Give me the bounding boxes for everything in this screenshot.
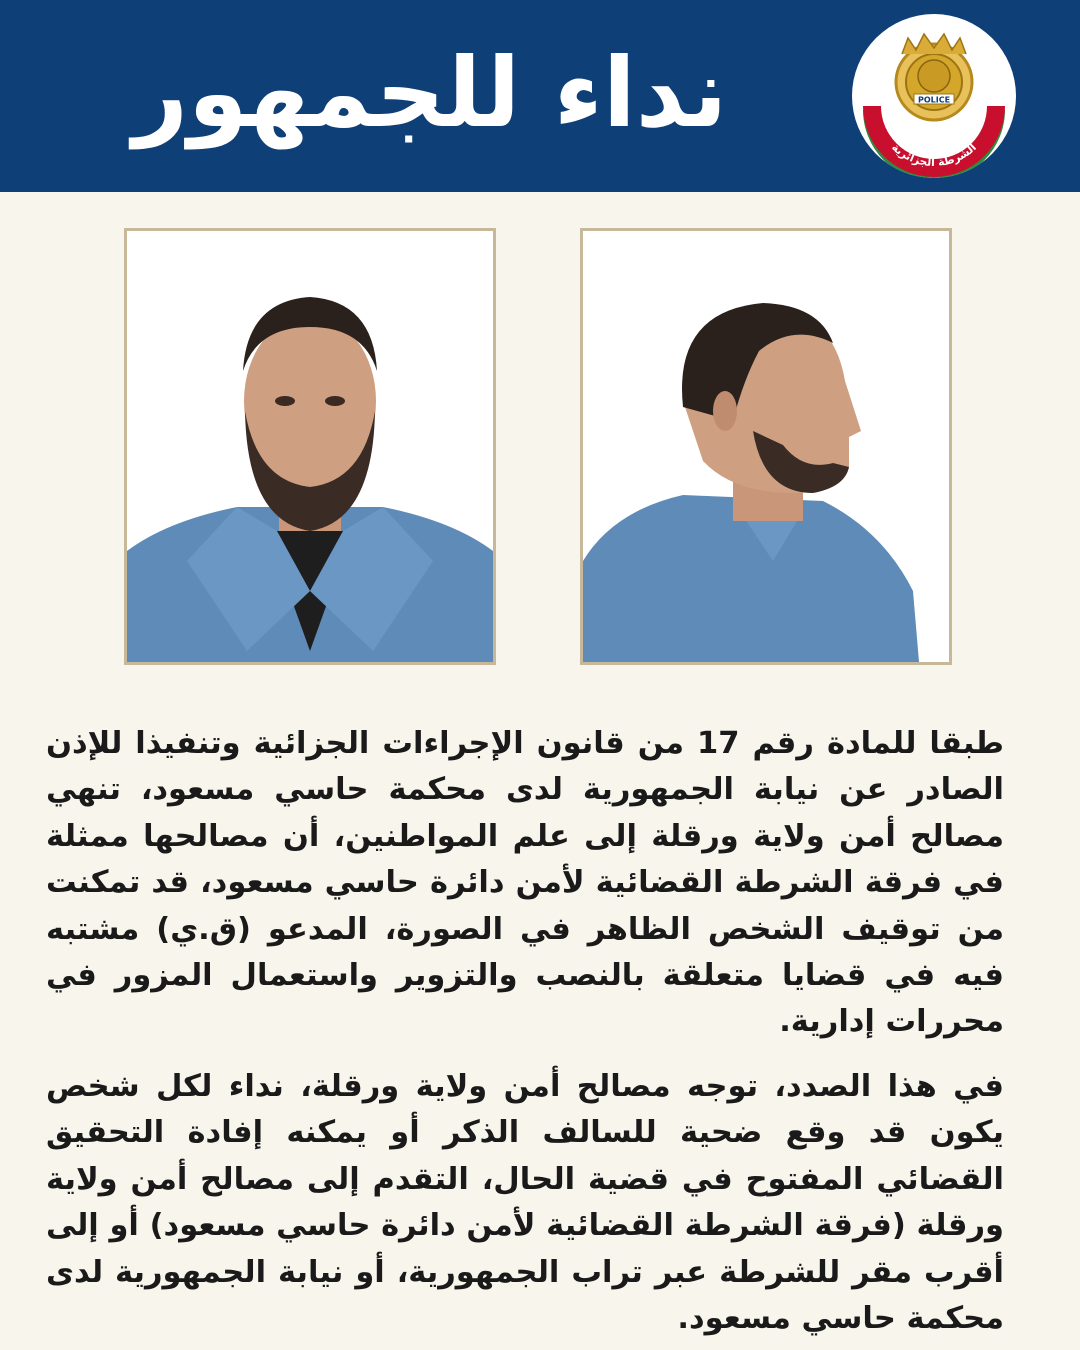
announcement-paragraph-1: طبقا للمادة رقم 17 من قانون الإجراءات الجزائية وتنفيذا للإذن الصادر عن نيابة الجمهورية لدى محكمة حاسي مسعود، تنهي مصالح أمن ولاية ورقلة إلى علم المواطنين، أن مصالحها ممثلة في فرقة الشرطة القضائية لأمن دائرة حاسي مسعود، قد تمكنت من توقيف الشخص الظاهر في الصورة، المدعو (ق.ي) مشتبه فيه في قضايا متعلقة بالنصب والتزوير واستعمال المزور في محررات إدارية. (46, 726, 1004, 1040)
badge-emblem-text: POLICE (917, 95, 951, 105)
police-badge-icon (852, 14, 1016, 178)
suspect-photo-front (124, 228, 496, 665)
suspect-photo-profile (580, 228, 952, 665)
announcement-paragraph-2: في هذا الصدد، توجه مصالح أمن ولاية ورقلة، نداء لكل شخص يكون قد وقع ضحية للسالف الذكر أو يمكنه إفادة التحقيق القضائي المفتوح في قضية الحال، التقدم إلى مصالح أمن ولاية ورقلة (فرقة الشرطة القضائية لأمن دائرة حاسي مسعود) أو إلى أقرب مقر للشرطة عبر تراب الجمهورية، أو نيابة الجمهورية لدى محكمة حاسي مسعود. (46, 1069, 1004, 1337)
header-banner (0, 0, 1080, 192)
badge-band-text: الشرطة الجزائرية (889, 140, 979, 170)
page-title: نداء للجمهور (132, 37, 728, 149)
